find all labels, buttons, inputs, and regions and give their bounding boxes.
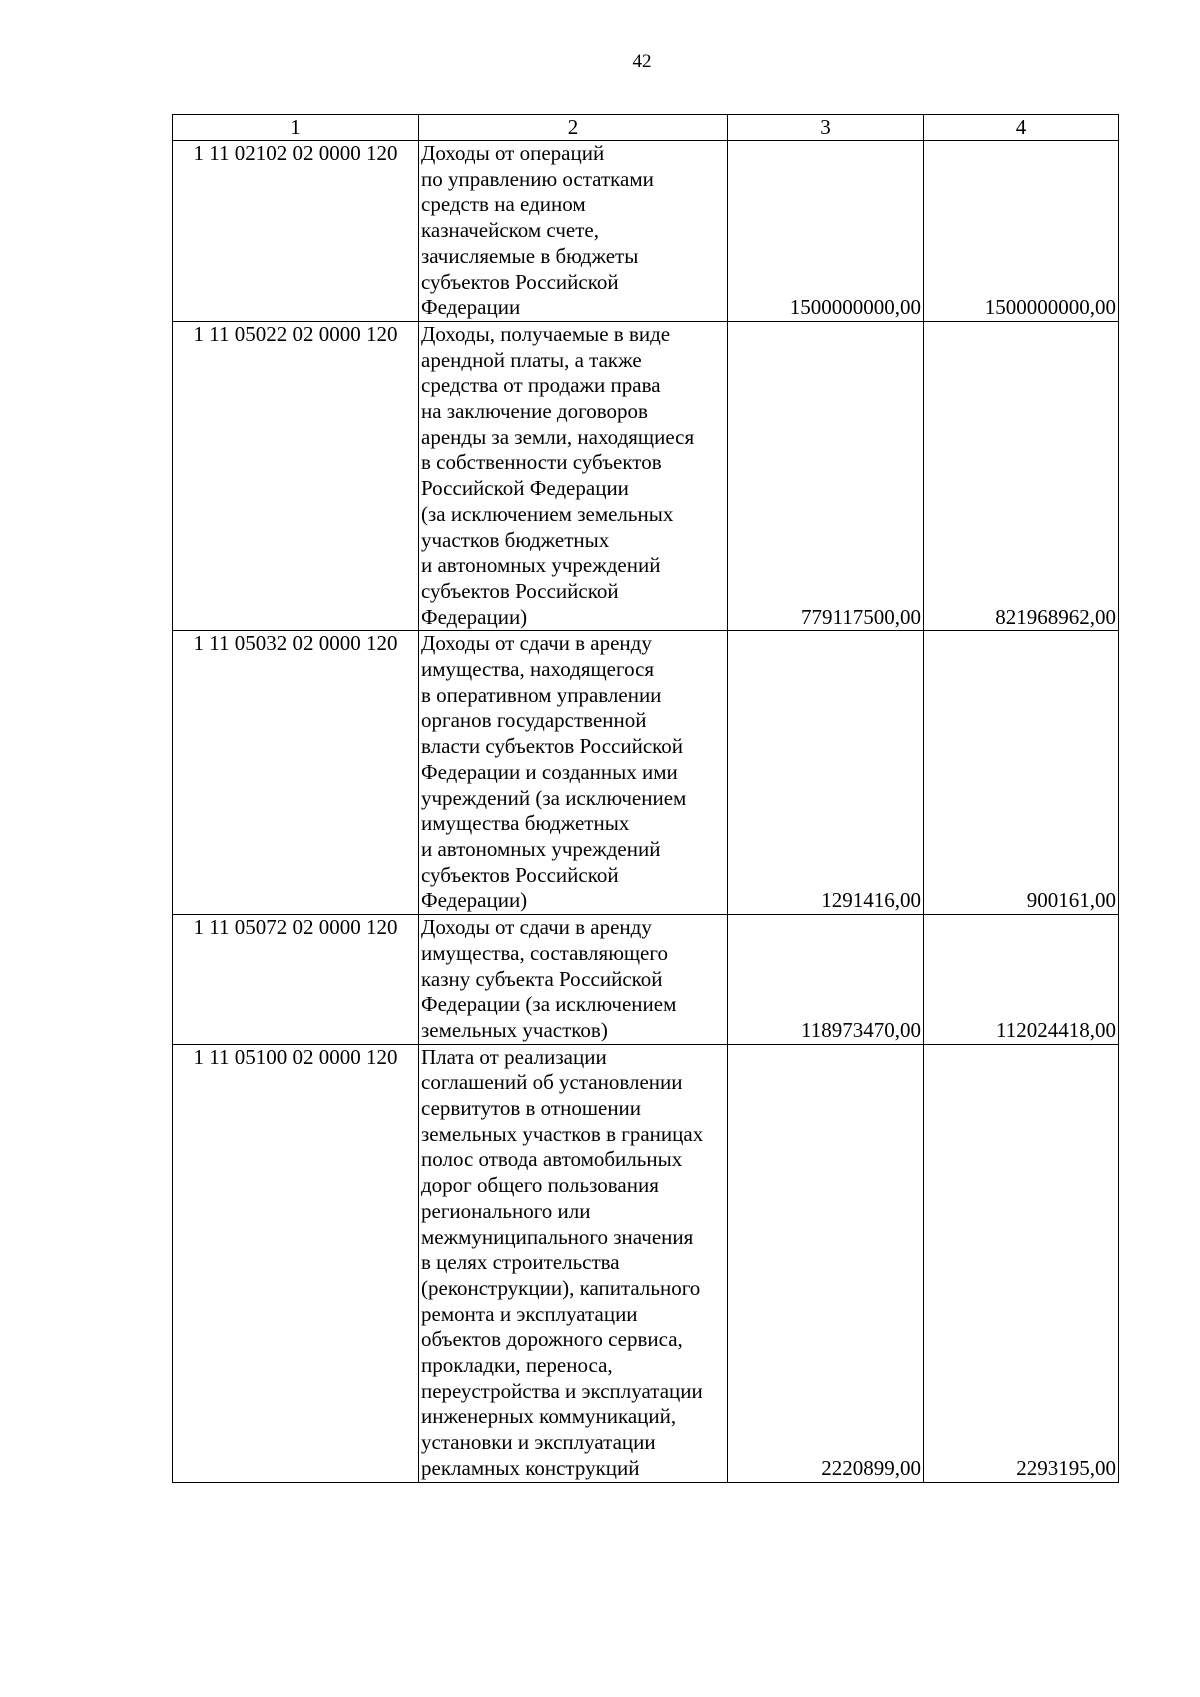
table-row	[173, 321, 1119, 630]
amount-column-4-cell: 112024418,00	[924, 915, 1119, 1045]
amount-column-4-cell: 2293195,00	[924, 1044, 1119, 1482]
table-row	[173, 141, 1119, 322]
budget-revenue-table	[172, 114, 1119, 1483]
amount-column-4-cell: 821968962,00	[924, 321, 1119, 630]
revenue-code-cell: 1 11 05072 02 0000 120	[173, 915, 419, 1045]
amount-column-3-cell: 1500000000,00	[728, 141, 924, 322]
amount-column-3-cell: 118973470,00	[728, 915, 924, 1045]
revenue-description-cell: Доходы от сдачи в аренду имущества, находящегося в оперативном управлении органов государственной власти субъектов Российской Федерации и созданных ими учреждений (за исключением имущества бюджетных и автономных учреждений субъектов Российской Федерации)	[419, 631, 728, 915]
amount-column-3-cell: 1291416,00	[728, 631, 924, 915]
column-header-4: 4	[924, 115, 1119, 141]
revenue-code-cell: 1 11 02102 02 0000 120	[173, 141, 419, 322]
revenue-description-cell: Доходы от операций по управлению остатками средств на едином казначейском счете, зачисляемые в бюджеты субъектов Российской Федерации	[419, 141, 728, 322]
table-header-row	[173, 115, 1119, 141]
revenue-code-cell: 1 11 05022 02 0000 120	[173, 321, 419, 630]
revenue-code-cell: 1 11 05032 02 0000 120	[173, 631, 419, 915]
page-number: 42	[632, 51, 652, 72]
revenue-description-cell: Доходы от сдачи в аренду имущества, составляющего казну субъекта Российской Федерации (за исключением земельных участков)	[419, 915, 728, 1045]
amount-column-3-cell: 779117500,00	[728, 321, 924, 630]
amount-column-4-cell: 1500000000,00	[924, 141, 1119, 322]
amount-column-4-cell: 900161,00	[924, 631, 1119, 915]
column-header-1: 1	[173, 115, 419, 141]
revenue-code-cell: 1 11 05100 02 0000 120	[173, 1044, 419, 1482]
table-row	[173, 1044, 1119, 1482]
column-header-3: 3	[728, 115, 924, 141]
table-row	[173, 631, 1119, 915]
column-header-2: 2	[419, 115, 728, 141]
amount-column-3-cell: 2220899,00	[728, 1044, 924, 1482]
revenue-description-cell: Доходы, получаемые в виде арендной платы, а также средства от продажи права на заключение договоров аренды за земли, находящиеся в собственности субъектов Российской Федерации (за исключением земельных участков бюджетных и автономных учреждений субъектов Российской Федерации)	[419, 321, 728, 630]
table-row	[173, 915, 1119, 1045]
revenue-description-cell: Плата от реализации соглашений об установлении сервитутов в отношении земельных участков в границах полос отвода автомобильных дорог общего пользования регионального или межмуниципального значения в целях строительства (реконструкции), капитального ремонта и эксплуатации объектов дорожного сервиса, прокладки, переноса, переустройства и эксплуатации инженерных коммуникаций, установки и эксплуатации рекламных конструкций	[419, 1044, 728, 1482]
